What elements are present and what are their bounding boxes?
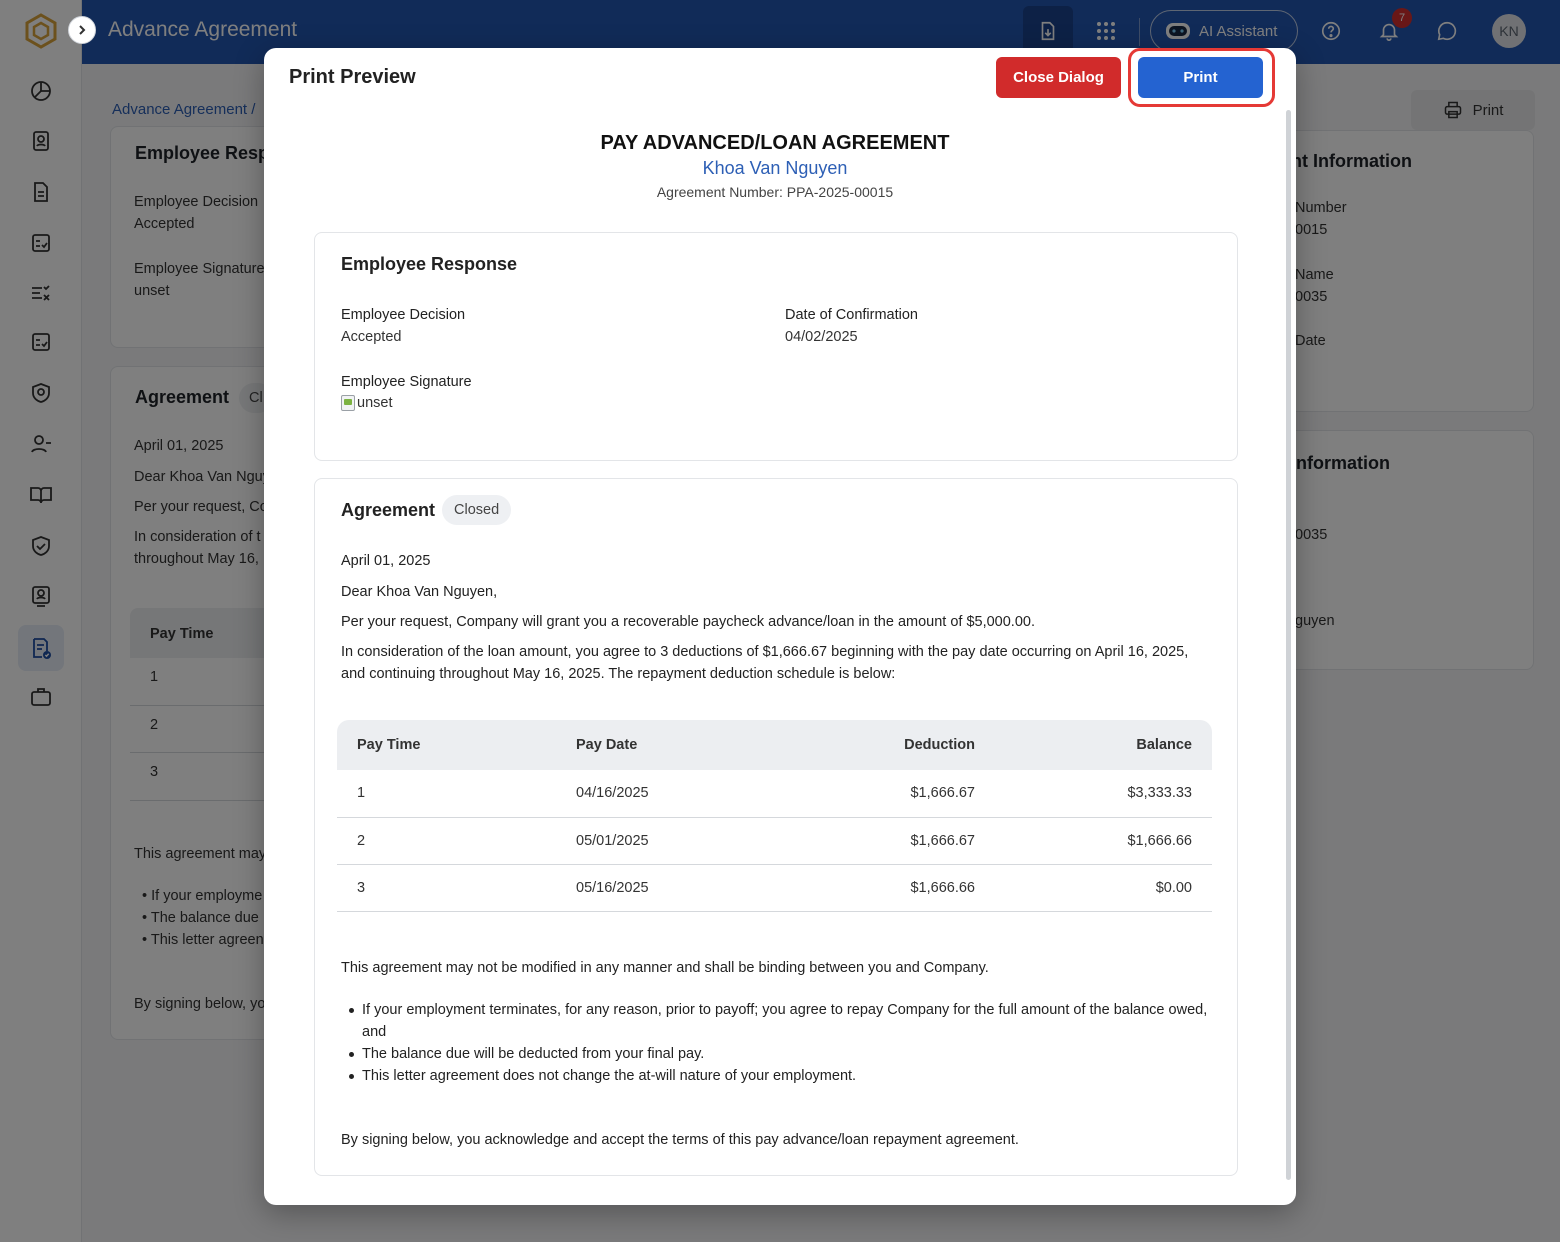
- response-title: Employee Response: [341, 254, 518, 274]
- agreement-request: Per your request, Company will grant you a recoverable paycheck advance/loan in the amount of $5,000.00.: [341, 614, 1035, 630]
- header-pay-time: Pay Time: [337, 720, 556, 770]
- list-item: This letter agreement does not change the at-will nature of your employment.: [341, 1065, 1211, 1087]
- cell-pay-time: 3: [337, 864, 556, 911]
- agreement-greeting: Dear Khoa Van Nguyen,: [341, 584, 498, 600]
- table-row: [337, 817, 1212, 864]
- cell-balance: $1,666.66: [995, 817, 1212, 864]
- confirmation-value: 04/02/2025: [785, 329, 858, 345]
- signature-image: [341, 395, 392, 411]
- document-title: PAY ADVANCED/LOAN AGREEMENT: [600, 132, 950, 154]
- broken-image-icon: [341, 395, 355, 411]
- header-deduction: Deduction: [776, 720, 995, 770]
- agreement-consideration: In consideration of the loan amount, you agree to 3 deductions of $1,666.67 beginning with the pay date occurring on April 16, 2025, and continuing throughout May 16, 2025. The repayment deduction schedule is below:: [341, 644, 1189, 682]
- dialog-scrollbar[interactable]: [1286, 110, 1291, 1180]
- print-button[interactable]: Print: [1138, 57, 1263, 98]
- print-preview-dialog: [264, 48, 1296, 1205]
- repayment-schedule-table: [337, 720, 1212, 912]
- decision-label: Employee Decision: [341, 307, 466, 323]
- agreement-number: Agreement Number: PPA-2025-00015: [656, 184, 894, 200]
- signature-alt-text: unset: [357, 395, 393, 411]
- modify-clause: This agreement may not be modified in any manner and shall be binding between you and Company.: [341, 960, 989, 976]
- cell-balance: $3,333.33: [995, 770, 1212, 817]
- signing-statement: By signing below, you acknowledge and accept the terms of this pay advance/loan repayment agreement.: [341, 1132, 1019, 1148]
- cell-pay-time: 1: [337, 770, 556, 817]
- header-pay-date: Pay Date: [556, 720, 776, 770]
- table-header-row: [337, 720, 1212, 770]
- table-row: [337, 864, 1212, 911]
- agreement-card: [314, 478, 1238, 1176]
- cell-pay-date: 05/01/2025: [556, 817, 776, 864]
- employee-response-card: [314, 232, 1238, 461]
- agreement-title: Agreement: [341, 500, 436, 520]
- cell-pay-time: 2: [337, 817, 556, 864]
- confirmation-label: Date of Confirmation: [785, 307, 918, 323]
- status-badge: Closed: [442, 495, 511, 525]
- list-item: The balance due will be deducted from your final pay.: [341, 1043, 1211, 1065]
- cell-deduction: $1,666.67: [776, 817, 995, 864]
- cell-pay-date: 05/16/2025: [556, 864, 776, 911]
- close-dialog-button[interactable]: Close Dialog: [996, 57, 1121, 98]
- sidebar-expand-button[interactable]: [68, 16, 96, 44]
- terms-list: [341, 999, 1211, 1087]
- header-balance: Balance: [995, 720, 1212, 770]
- employee-name: Khoa Van Nguyen: [702, 158, 848, 178]
- decision-value: Accepted: [341, 329, 402, 345]
- cell-pay-date: 04/16/2025: [556, 770, 776, 817]
- chevron-right-icon: [75, 23, 89, 37]
- signature-label: Employee Signature: [341, 374, 472, 390]
- cell-deduction: $1,666.67: [776, 770, 995, 817]
- cell-balance: $0.00: [995, 864, 1212, 911]
- dialog-title: Print Preview: [289, 66, 416, 88]
- agreement-date: April 01, 2025: [341, 553, 431, 569]
- table-row: [337, 770, 1212, 817]
- cell-deduction: $1,666.66: [776, 864, 995, 911]
- list-item: If your employment terminates, for any reason, prior to payoff; you agree to repay Company for the full amount of the balance owed, and: [341, 999, 1211, 1043]
